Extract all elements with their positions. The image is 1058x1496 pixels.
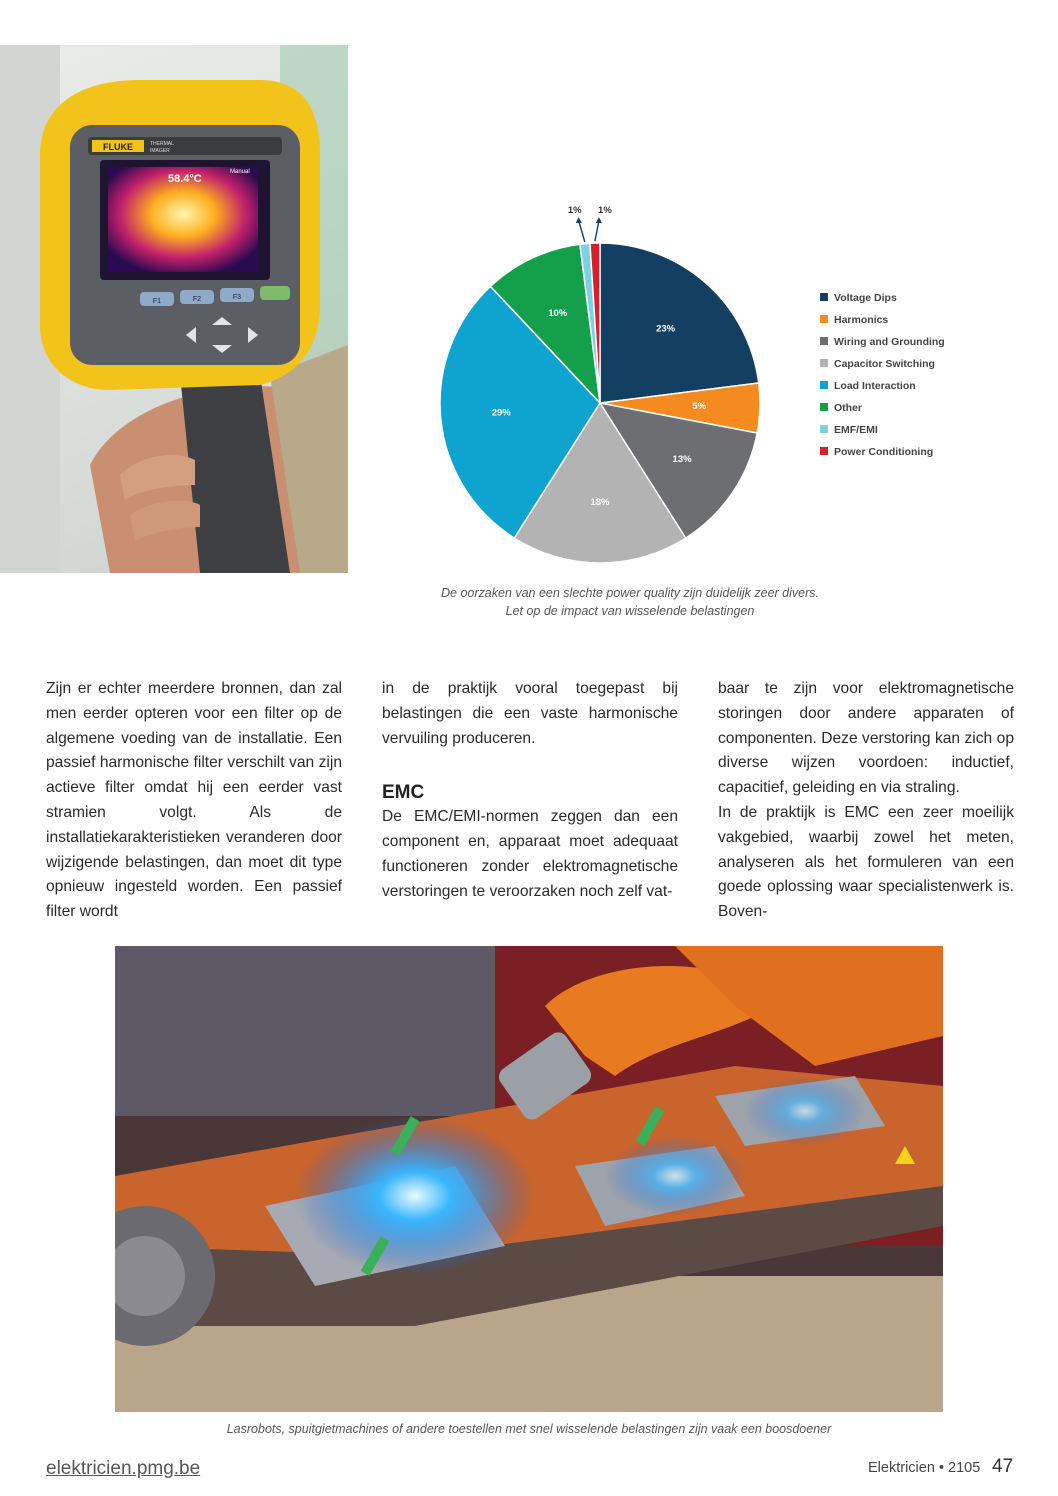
chart-caption-line1: De oorzaken van een slechte power quality zijn duidelijk zeer divers. [441,586,819,600]
imager-temperature: 58.4°C [168,173,202,185]
legend-swatch [820,337,828,345]
legend-swatch [820,381,828,389]
pie-label-arrowhead [596,217,602,223]
legend-label: Other [834,402,863,414]
thermal-imager-illustration [0,45,348,573]
imager-f1-label: F1 [152,298,162,305]
legend-swatch [820,425,828,433]
footer-magazine-issue: Elektricien • 2105 [868,1460,981,1476]
legend-label: Capacitor Switching [834,358,935,370]
imager-model-line1: THERMAL [150,141,174,147]
col1-paragraph: Zijn er echter meerdere bronnen, dan zal men eerder opteren voor een filter op de algemene voeding van de installatie. Een passief harmonische filter verschilt van zijn actieve filter omdat hij een eerder vast stramien volgt. Als de installatiekarakteristieken veranderen door wijzigende belastingen, dan moet dit type opnieuw ingesteld worden. Een passief filter wordt [46,680,342,921]
col2-paragraph-2: De EMC/EMI-normen zeggen dan een component en, apparaat moet adequaat functioneren zonder elektromagnetische verstoringen te veroorzaken noch zelf vat- [382,808,678,900]
col2-paragraph-1: in de praktijk vooral toegepast bij belastingen die een vaste harmonische vervuiling produceren. [382,680,678,747]
legend-swatch [820,403,828,411]
pie-slices [440,243,760,563]
pie-data-label: 18% [590,497,610,509]
text-column-3 [718,677,1014,925]
legend-label: Harmonics [834,314,889,326]
col3-paragraph-1: baar te zijn voor elektromagnetische storingen door andere apparaten of componenten. Deze verstoring kan zich op diverse wijzen voordoen: inductief, capacitief, geleiding en via straling. [718,680,1014,797]
pie-slice-voltage-dips [600,243,759,403]
legend-label: Wiring and Grounding [834,336,945,348]
imager-f3-label: F3 [232,294,242,301]
welding-caption: Lasrobots, spuitgietmachines of andere toestellen met snel wisselende belastingen zijn vaak een boosdoener [226,1422,832,1436]
pie-label-arrow [595,221,599,241]
legend-swatch [820,359,828,367]
imager-mode: Manual [230,169,250,175]
pie-label-arrow [579,221,585,242]
pie-chart [420,190,980,570]
text-column-1 [46,677,342,925]
legend-label: Voltage Dips [834,292,897,304]
footer-website-link[interactable]: elektricien.pmg.be [46,1458,201,1479]
text-column-2 [382,677,678,905]
legend-swatch [820,315,828,323]
legend-label: Load Interaction [834,380,916,392]
pie-legend [820,292,945,458]
pie-data-label: 13% [672,453,692,465]
pie-data-label: 23% [656,323,676,335]
welding-robot-illustration [115,946,943,1412]
imager-brand: FLUKE [103,142,133,152]
pie-data-label: 1% [567,205,582,216]
imager-power-button[interactable] [260,286,290,300]
legend-swatch [820,293,828,301]
col3-paragraph-2: In de praktijk is EMC een zeer moeilijk vakgebied, waarbij zowel het meten, analyseren als het formuleren van een goede oplossing waar specialistenwerk is. Boven- [718,803,1014,921]
chart-caption [380,584,880,620]
legend-swatch [820,447,828,455]
page-number: 47 [992,1456,1014,1477]
welding-robot-photo [115,946,943,1412]
imager-model-line2: IMAGER [150,148,170,154]
imager-f2-label: F2 [192,296,202,303]
thermal-imager-photo [0,45,348,573]
pie-label-arrowhead [576,217,582,223]
pie-data-label: 10% [548,308,568,320]
pie-data-label: 29% [491,407,511,419]
pie-data-label: 1% [598,205,612,216]
legend-label: EMF/EMI [834,424,878,436]
pie-data-label: 5% [692,401,707,413]
chart-caption-line2: Let op de impact van wisselende belastingen [505,604,755,618]
emc-heading: EMC [382,782,425,804]
legend-label: Power Conditioning [834,446,934,458]
